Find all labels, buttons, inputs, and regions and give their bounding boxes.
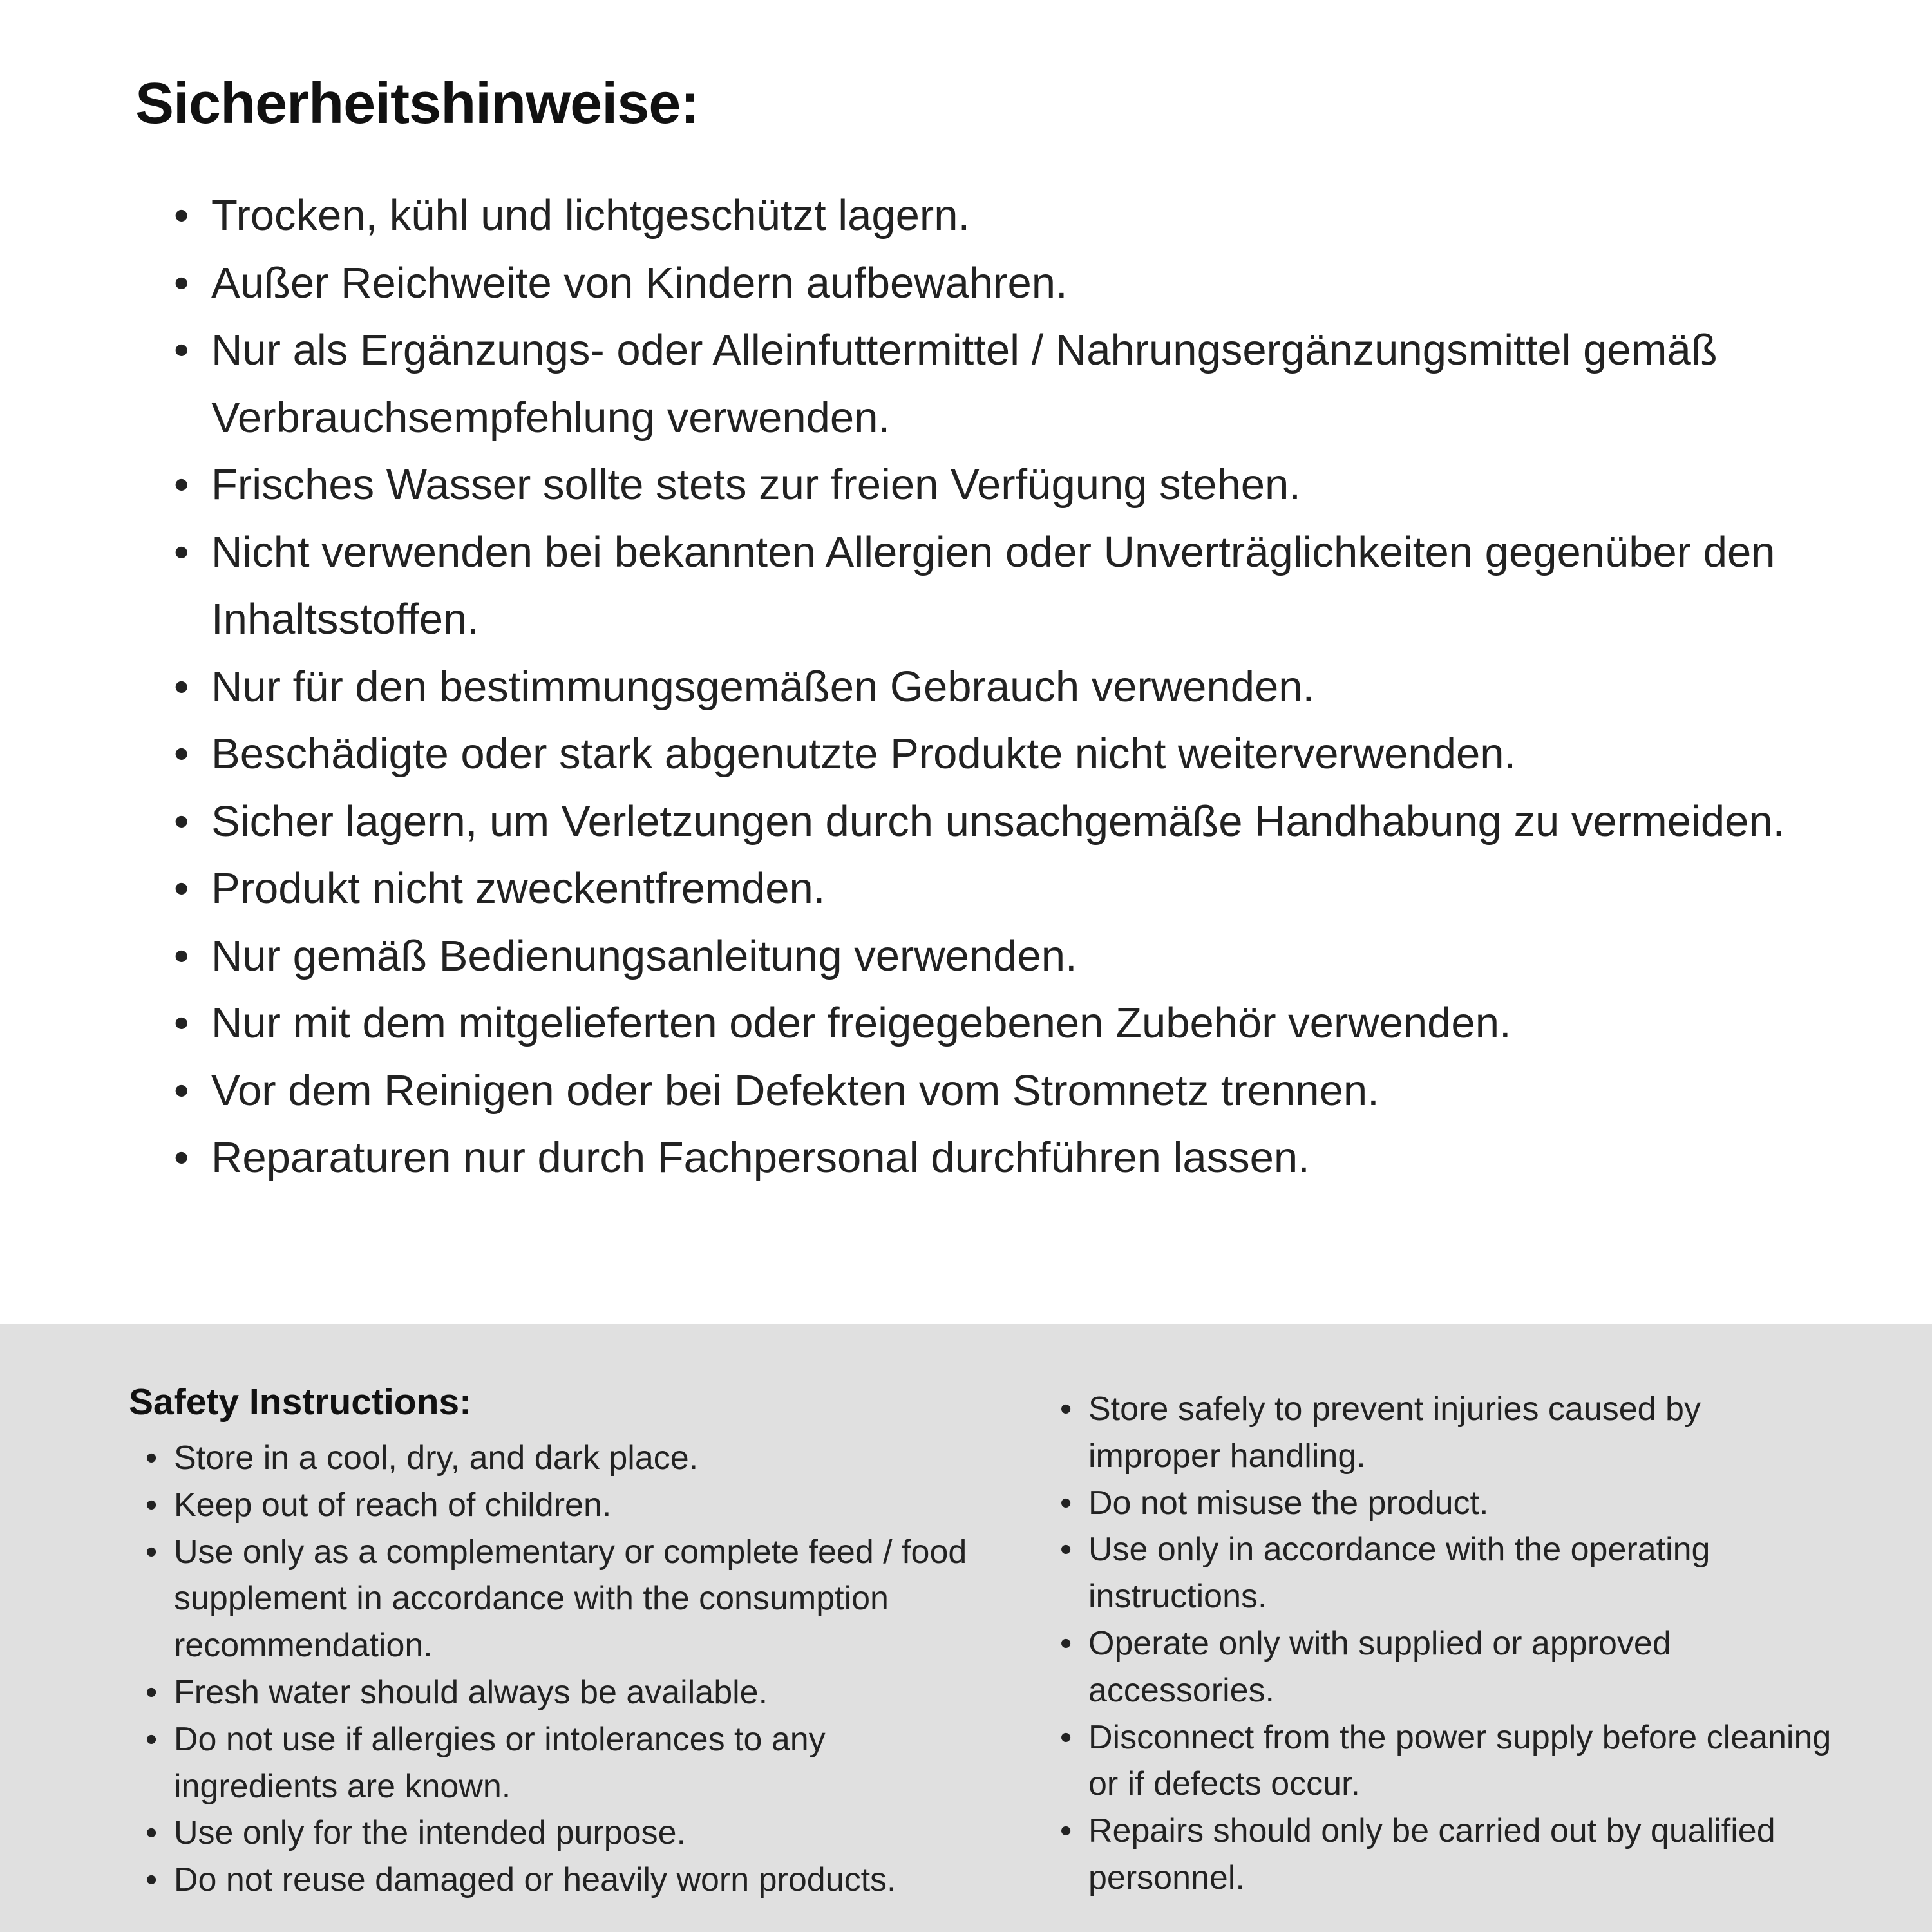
list-item: • Store in a cool, dry, and dark place.: [146, 1435, 985, 1482]
english-instructions-list-right: [1043, 1386, 1842, 1902]
list-item: • Keep out of reach of children.: [146, 1482, 985, 1529]
list-item: • Nicht verwenden bei bekannten Allergien oder Unverträglichkeiten gegenüber den Inhaltsstoffen.: [174, 519, 1835, 654]
list-item: • Beschädigte oder stark abgenutzte Produkte nicht weiterverwenden.: [174, 721, 1835, 788]
list-item: • Fresh water should always be available.: [146, 1669, 985, 1716]
list-item: • Use only for the intended purpose.: [146, 1810, 985, 1857]
list-item: • Disconnect from the power supply before cleaning or if defects occur.: [1060, 1714, 1842, 1808]
list-item: • Außer Reichweite von Kindern aufbewahren.: [174, 250, 1835, 317]
list-item: • Nur gemäß Bedienungsanleitung verwenden.: [174, 923, 1835, 990]
list-item: • Use only as a complementary or complete feed / food supplement in accordance with the consumption recommendation.: [146, 1529, 985, 1669]
english-section: [0, 1324, 1932, 1932]
german-instructions-list: [135, 182, 1835, 1192]
list-item: • Produkt nicht zweckentfremden.: [174, 855, 1835, 923]
list-item: • Do not misuse the product.: [1060, 1480, 1842, 1527]
list-item: • Use only in accordance with the operating instructions.: [1060, 1526, 1842, 1620]
list-item: • Nur als Ergänzungs- oder Alleinfuttermittel / Nahrungsergänzungsmittel gemäß Verbrauchsempfehlung verwenden.: [174, 317, 1835, 451]
list-item: • Vor dem Reinigen oder bei Defekten vom Stromnetz trennen.: [174, 1057, 1835, 1125]
english-right-column: [1043, 1381, 1842, 1932]
german-title: Sicherheitshinweise:: [135, 71, 699, 136]
list-item: • Reparaturen nur durch Fachpersonal durchführen lassen.: [174, 1124, 1835, 1192]
list-item: • Operate only with supplied or approved accessories.: [1060, 1620, 1842, 1714]
list-item: • Sicher lagern, um Verletzungen durch unsachgemäße Handhabung zu vermeiden.: [174, 788, 1835, 856]
english-instructions-list-left: [129, 1435, 985, 1904]
list-item: • Frisches Wasser sollte stets zur freien Verfügung stehen.: [174, 451, 1835, 519]
list-item: • Nur für den bestimmungsgemäßen Gebrauch verwenden.: [174, 654, 1835, 721]
list-item: • Do not use if allergies or intolerances to any ingredients are known.: [146, 1716, 985, 1810]
list-item: • Store safely to prevent injuries caused by improper handling.: [1060, 1386, 1842, 1480]
english-title: Safety Instructions:: [129, 1381, 472, 1423]
list-item: • Do not reuse damaged or heavily worn products.: [146, 1857, 985, 1904]
list-item: • Repairs should only be carried out by qualified personnel.: [1060, 1808, 1842, 1902]
list-item: • Nur mit dem mitgelieferten oder freigegebenen Zubehör verwenden.: [174, 990, 1835, 1057]
english-left-column: [129, 1381, 985, 1932]
list-item: • Trocken, kühl und lichtgeschützt lagern.: [174, 182, 1835, 250]
